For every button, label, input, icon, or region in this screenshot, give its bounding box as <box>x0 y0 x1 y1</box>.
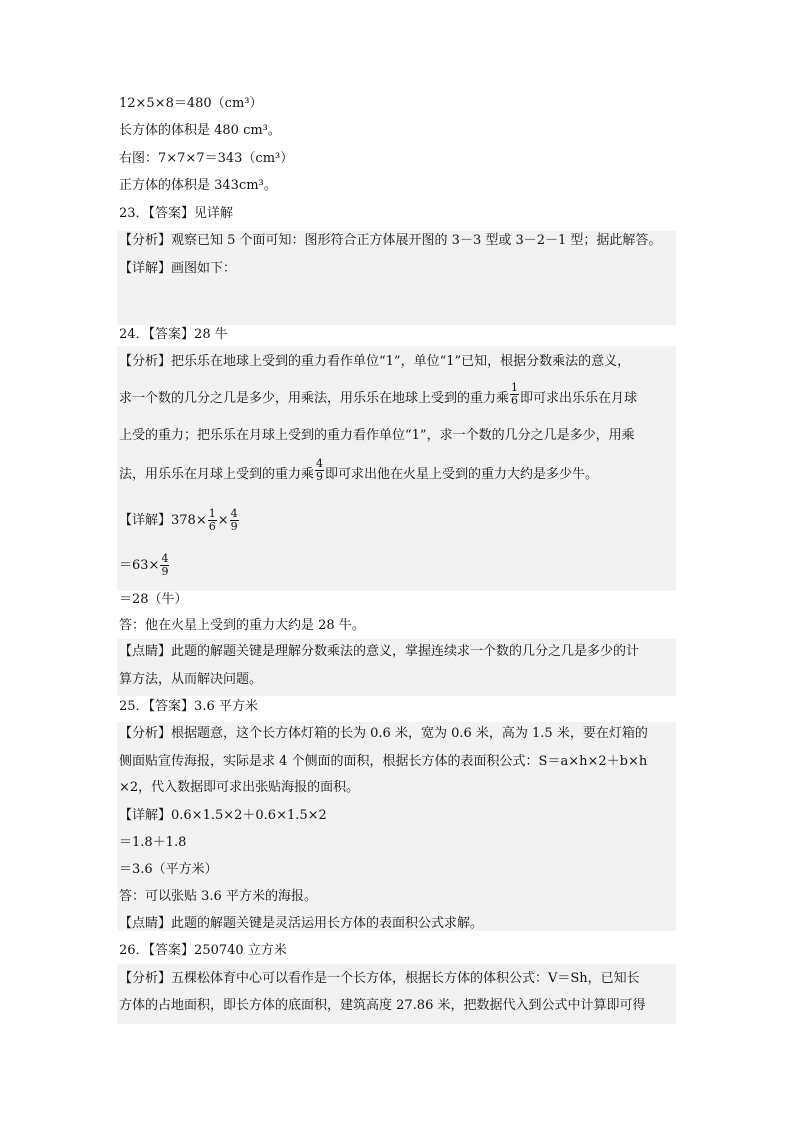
text-line: 【分析】根据题意，这个长方体灯箱的长为 0.6 米，宽为 0.6 米，高为 1.5 米，要在灯箱的 <box>119 726 648 741</box>
fraction-numerator: 1 <box>208 507 216 520</box>
text-line: 12×5×8＝480（cm³） <box>119 96 263 111</box>
text-segment: 【详解】378× <box>119 513 207 528</box>
text-line: 方体的占地面积，即长方体的底面积，建筑高度 27.86 米，把数据代入到公式中计算即可得 <box>119 998 646 1013</box>
text-segment: 即可求出他在火星上受到的重力大约是多少牛。 <box>325 467 599 482</box>
text-line <box>119 457 599 487</box>
question-26-answer: 26．【答案】250740 立方米 <box>119 943 287 958</box>
text-line: ＝1.8＋1.8 <box>119 835 187 850</box>
text-line: 上受的重力；把乐乐在月球上受到的重力看作单位“1”，求一个数的几分之几是多少，用乘 <box>119 428 635 443</box>
text-line: 【点睛】此题的解题关键是灵活运用长方体的表面积公式求解。 <box>119 916 484 931</box>
text-line: ＝28（牛） <box>119 592 188 607</box>
fraction-numerator: 1 <box>511 381 519 394</box>
fraction-denominator: 9 <box>316 470 324 483</box>
fraction <box>160 553 169 578</box>
fraction-numerator: 4 <box>230 507 238 520</box>
fraction <box>208 508 217 533</box>
text-line <box>119 553 170 578</box>
text-line: 正方体的体积是 343cm³。 <box>119 178 277 193</box>
fraction-denominator: 6 <box>511 394 519 407</box>
text-segment: ＝63× <box>119 558 160 573</box>
fraction-numerator: 4 <box>161 552 169 565</box>
text-line: 【详解】画图如下： <box>119 261 237 276</box>
fraction-denominator: 9 <box>230 520 238 533</box>
fraction <box>510 382 519 407</box>
text-line: 【点睛】此题的解题关键是理解分数乘法的意义，掌握连续求一个数的几分之几是多少的计 <box>119 644 640 659</box>
text-line <box>119 381 638 411</box>
text-line: 右图：7×7×7＝343（cm³） <box>119 151 294 166</box>
text-segment: 法，用乐乐在月球上受到的重力乘 <box>119 467 315 482</box>
text-line: 答：他在火星上受到的重力大约是 28 牛。 <box>119 618 365 633</box>
text-line: 侧面贴宣传海报，实际是求 4 个侧面的面积，根据长方体的表面积公式：S＝a×h×2＋b×h <box>119 754 648 769</box>
question-23-answer: 23．【答案】见详解 <box>119 206 234 221</box>
fraction-denominator: 9 <box>161 565 169 578</box>
fraction-numerator: 4 <box>316 457 324 470</box>
fraction <box>230 508 239 533</box>
text-line: ×2，代入数据即可求出张贴海报的面积。 <box>119 780 360 795</box>
text-line: 【分析】五棵松体育中心可以看作是一个长方体，根据长方体的体积公式：V＝Sh，已知长 <box>119 971 640 986</box>
fraction <box>315 458 324 483</box>
text-line: 【分析】把乐乐在地球上受到的重力看作单位“1”，单位“1”已知，根据分数乘法的意义， <box>119 354 631 369</box>
text-line: 【详解】0.6×1.5×2＋0.6×1.5×2 <box>119 808 327 823</box>
question-25-answer: 25．【答案】3.6 平方米 <box>119 699 258 714</box>
fraction-denominator: 6 <box>208 520 216 533</box>
text-line: 算方法，从而解决问题。 <box>119 672 263 687</box>
text-segment: 求一个数的几分之几是多少，用乘法，用乐乐在地球上受到的重力乘 <box>119 391 510 406</box>
text-line: 长方体的体积是 480 cm³。 <box>119 123 281 138</box>
question-24-answer: 24．【答案】28 牛 <box>119 327 228 342</box>
times-sign: × <box>217 513 229 528</box>
text-line: 答：可以张贴 3.6 平方米的海报。 <box>119 889 317 904</box>
text-line: ＝3.6（平方米） <box>119 862 218 877</box>
text-segment: 即可求出乐乐在月球 <box>520 391 638 406</box>
text-line: 【分析】观察已知 5 个面可知：图形符合正方体展开图的 3－3 型或 3－2－1 型；据此解答。 <box>119 233 662 248</box>
text-line <box>119 508 240 533</box>
